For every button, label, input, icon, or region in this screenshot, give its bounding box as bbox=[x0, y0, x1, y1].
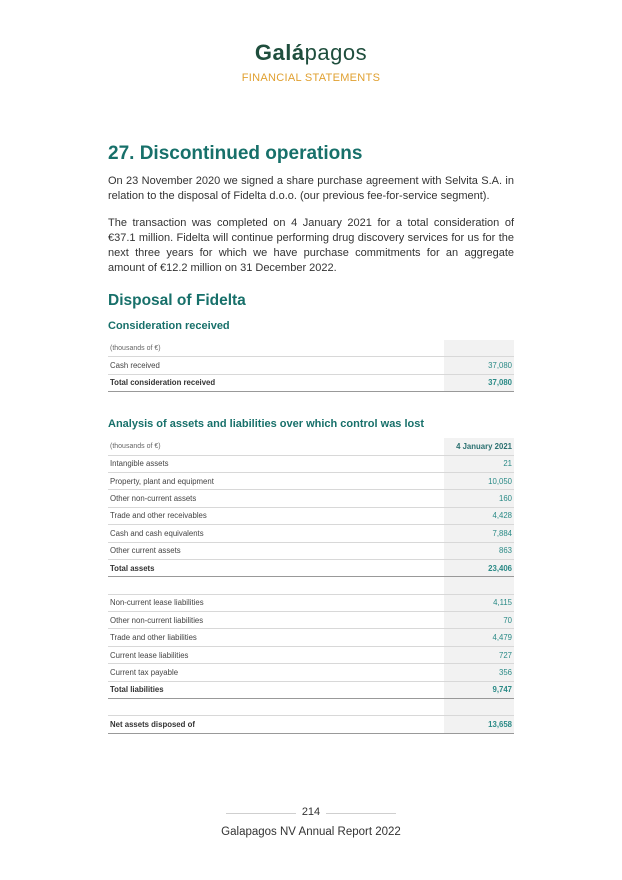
logo-bold-text: Galá bbox=[254, 40, 305, 65]
footer-divider-right bbox=[326, 813, 396, 814]
row-value: 13,658 bbox=[444, 716, 514, 733]
empty-cell bbox=[444, 699, 514, 716]
empty-cell bbox=[444, 577, 514, 594]
page-header bbox=[0, 40, 622, 84]
row-label: Other non-current assets bbox=[108, 490, 444, 507]
page-number-wrap bbox=[302, 806, 320, 818]
row-label: Trade and other liabilities bbox=[108, 629, 444, 646]
table-row bbox=[108, 629, 514, 646]
row-label: Total consideration received bbox=[108, 374, 444, 391]
total-row bbox=[108, 374, 514, 391]
row-label: Intangible assets bbox=[108, 455, 444, 472]
table-row bbox=[108, 357, 514, 374]
row-value: 37,080 bbox=[444, 357, 514, 374]
table-row bbox=[108, 490, 514, 507]
row-value: 863 bbox=[444, 542, 514, 559]
row-value: 70 bbox=[444, 612, 514, 629]
row-label: Non-current lease liabilities bbox=[108, 594, 444, 611]
row-label: Current tax payable bbox=[108, 664, 444, 681]
row-value: 10,050 bbox=[444, 472, 514, 489]
row-value: 4,428 bbox=[444, 507, 514, 524]
main-content bbox=[108, 142, 514, 734]
analysis-table bbox=[108, 438, 514, 734]
row-label: Cash and cash equivalents bbox=[108, 525, 444, 542]
empty-cell bbox=[108, 577, 444, 594]
page-number: 214 bbox=[301, 806, 321, 818]
row-value: 4,479 bbox=[444, 629, 514, 646]
intro-paragraph: On 23 November 2020 we signed a share purchase agreement with Selvita S.A. in relation to the disposal of Fidelta d.o.o. (our previous fee-for-service segment). bbox=[108, 175, 514, 202]
analysis-heading: Analysis of assets and liabilities over which control was lost bbox=[108, 418, 425, 431]
empty-cell bbox=[108, 699, 444, 716]
table-row bbox=[108, 507, 514, 524]
total-row bbox=[108, 681, 514, 698]
row-value: 9,747 bbox=[444, 681, 514, 698]
row-value: 7,884 bbox=[444, 525, 514, 542]
page-footer bbox=[0, 802, 622, 838]
row-label: Current lease liabilities bbox=[108, 646, 444, 663]
row-value: 23,406 bbox=[444, 559, 514, 576]
consideration-table bbox=[108, 340, 514, 392]
unit-label: (thousands of €) bbox=[108, 340, 444, 357]
table-row bbox=[108, 612, 514, 629]
row-label: Trade and other receivables bbox=[108, 507, 444, 524]
table-header-row bbox=[108, 438, 514, 455]
row-label: Property, plant and equipment bbox=[108, 472, 444, 489]
row-value: 727 bbox=[444, 646, 514, 663]
row-value: 356 bbox=[444, 664, 514, 681]
table-header-row bbox=[108, 340, 514, 357]
header-cell bbox=[444, 340, 514, 357]
table-row bbox=[108, 472, 514, 489]
row-label: Total liabilities bbox=[108, 681, 444, 698]
row-value: 21 bbox=[444, 455, 514, 472]
row-label: Other current assets bbox=[108, 542, 444, 559]
column-header: 4 January 2021 bbox=[444, 438, 514, 455]
row-value: 4,115 bbox=[444, 594, 514, 611]
unit-label: (thousands of €) bbox=[108, 438, 444, 455]
consideration-heading: Consideration received bbox=[108, 320, 230, 332]
spacer-row bbox=[108, 577, 514, 594]
row-value: 160 bbox=[444, 490, 514, 507]
report-title: Galapagos NV Annual Report 2022 bbox=[221, 826, 401, 838]
row-label: Cash received bbox=[108, 357, 444, 374]
table-row bbox=[108, 542, 514, 559]
spacer-row bbox=[108, 699, 514, 716]
table-row bbox=[108, 664, 514, 681]
net-assets-row bbox=[108, 716, 514, 733]
table-row bbox=[108, 525, 514, 542]
table-row bbox=[108, 646, 514, 663]
logo-light-text: pagos bbox=[304, 40, 368, 65]
row-label: Other non-current liabilities bbox=[108, 612, 444, 629]
footer-divider-left bbox=[226, 813, 296, 814]
total-row bbox=[108, 559, 514, 576]
disposal-subtitle: Disposal of Fidelta bbox=[108, 292, 246, 309]
row-value: 37,080 bbox=[444, 374, 514, 391]
transaction-paragraph: The transaction was completed on 4 January 2021 for a total consideration of €37.1 million. Fidelta will continue performing drug discovery services for us for the next three years for which we have purchase commitments for an aggregate amount of €12.2 million on 31 December 2022. bbox=[108, 217, 514, 274]
table-row bbox=[108, 594, 514, 611]
row-label: Total assets bbox=[108, 559, 444, 576]
galapagos-logo bbox=[0, 40, 622, 66]
row-label: Net assets disposed of bbox=[108, 716, 444, 733]
table-row bbox=[108, 455, 514, 472]
section-label: FINANCIAL STATEMENTS bbox=[241, 72, 381, 84]
page-title: 27. Discontinued operations bbox=[108, 143, 363, 164]
